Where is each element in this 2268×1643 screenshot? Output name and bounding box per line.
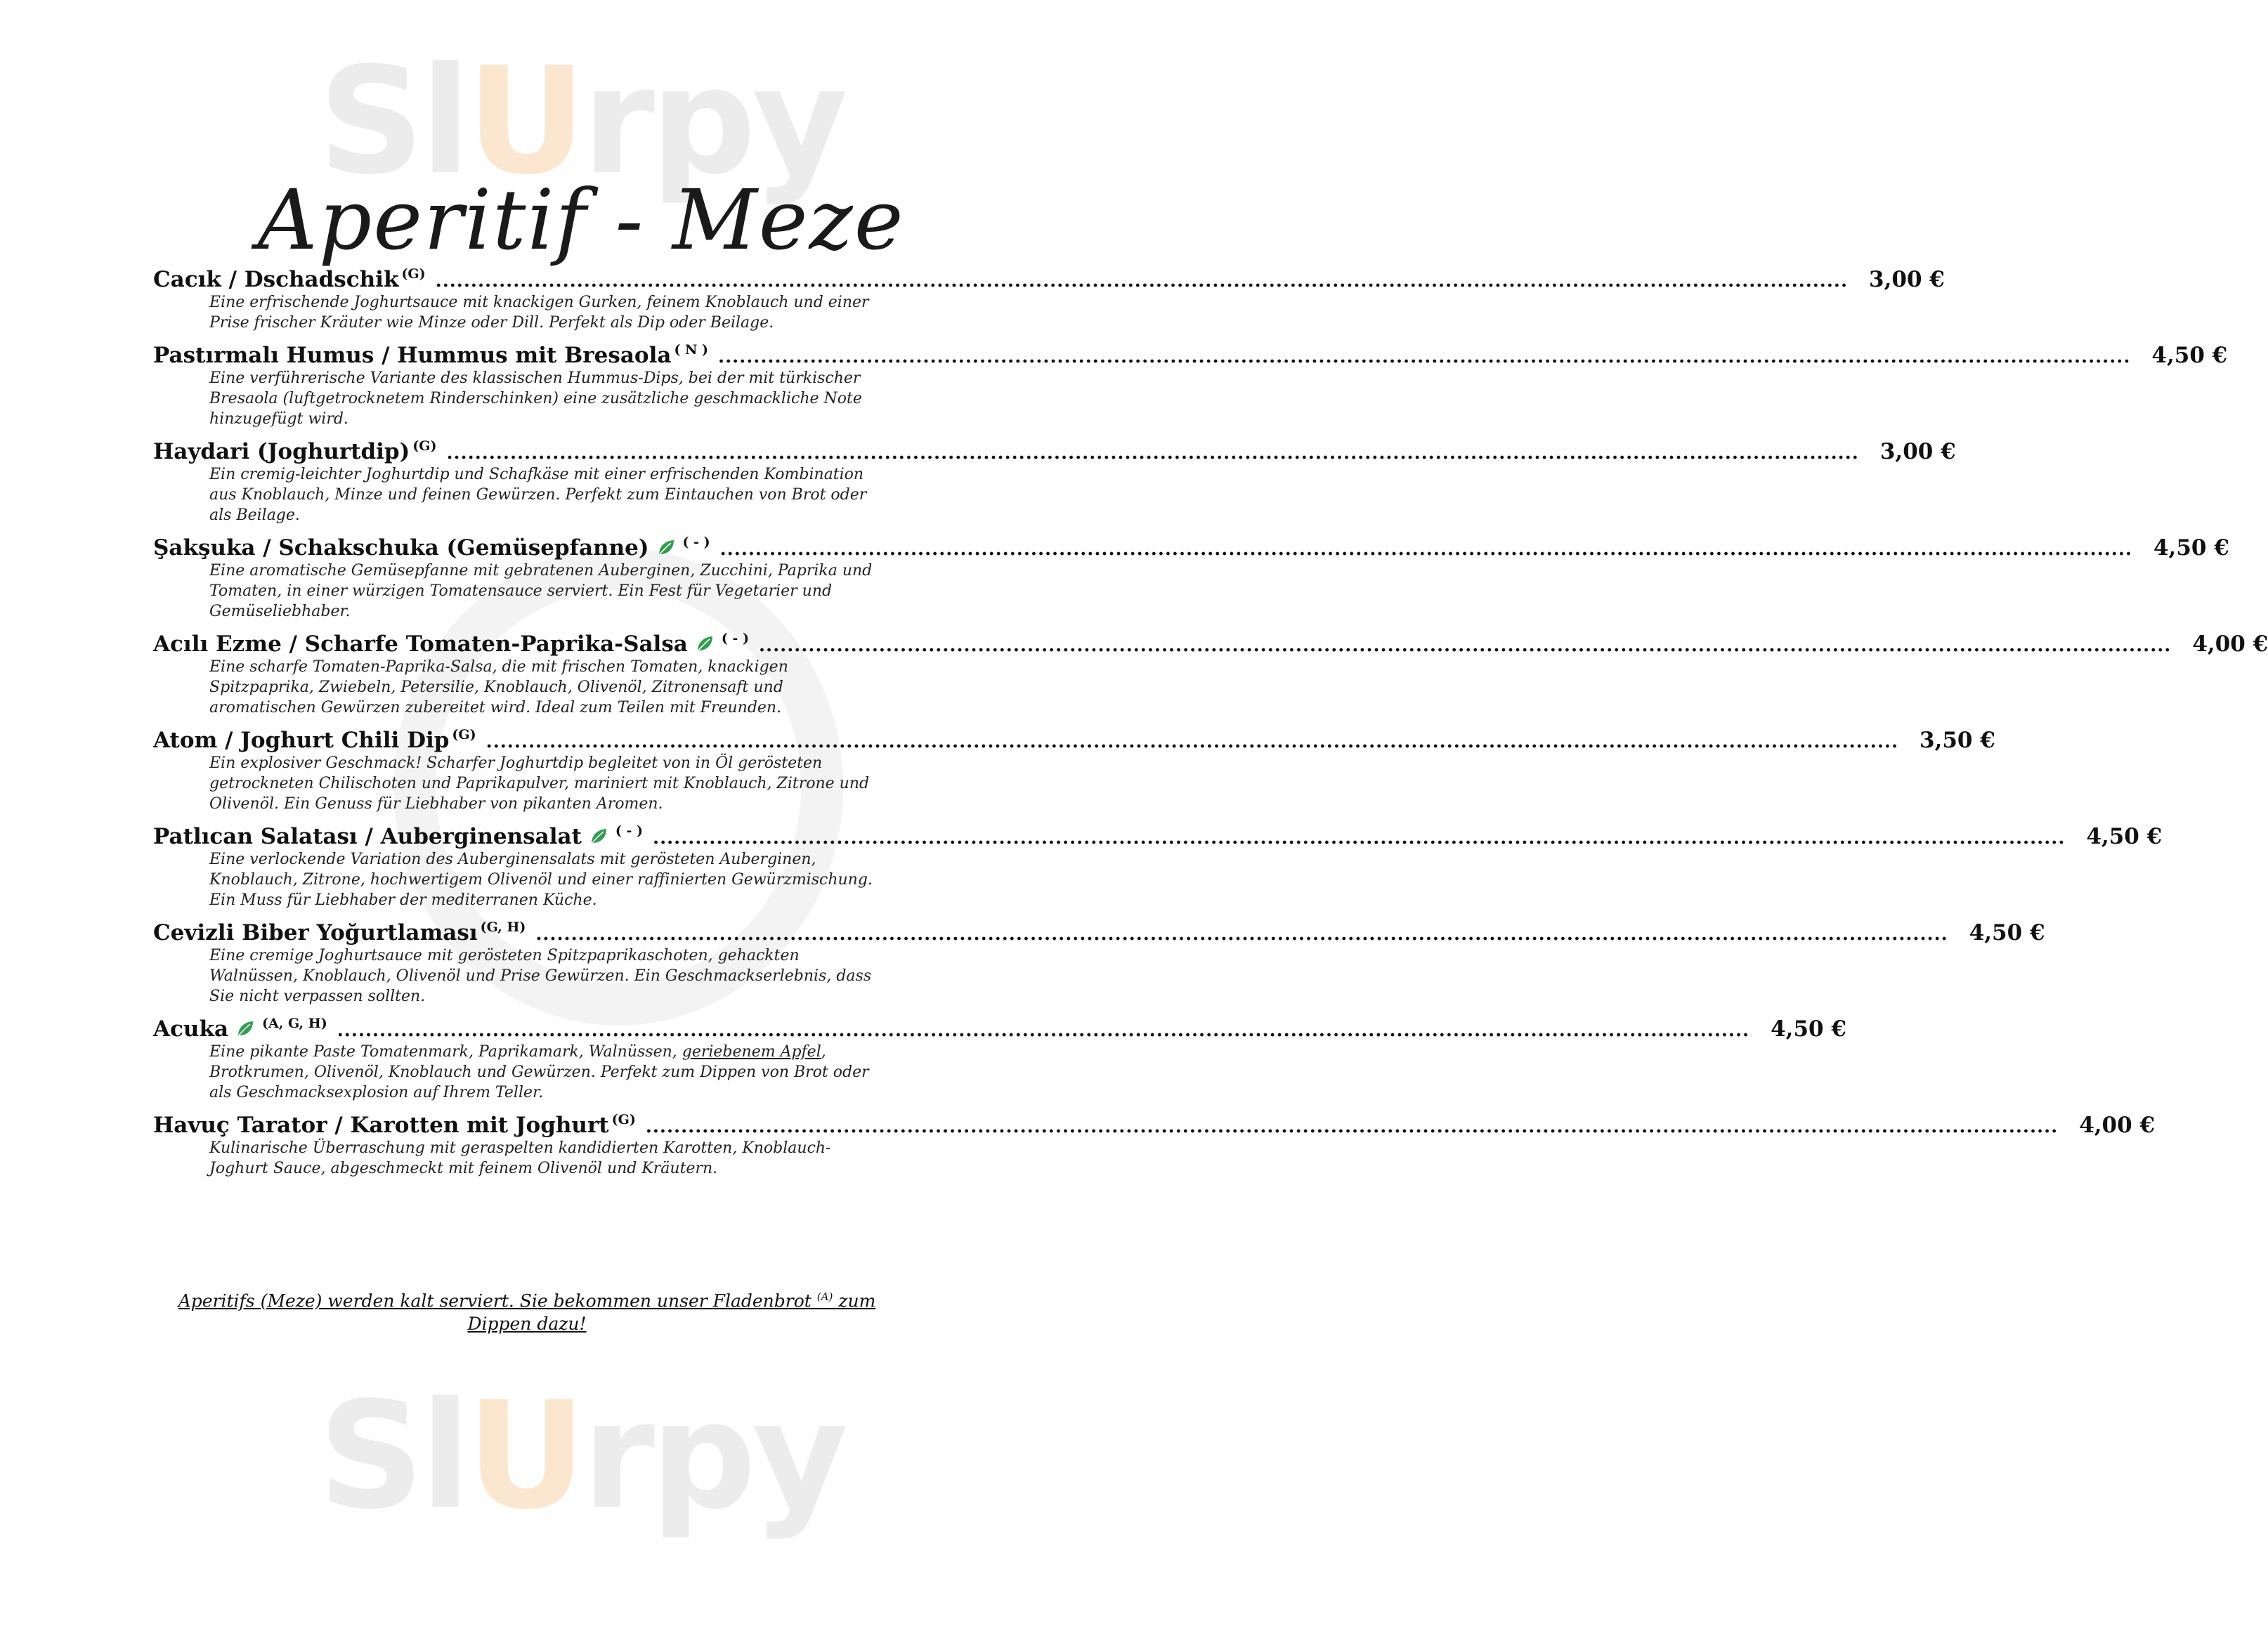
item-description-start: Eine pikante Paste Tomatenmark, Paprikamark, Walnüssen, [209,1043,682,1061]
item-price: 4,50 € [2153,535,2229,561]
item-price: 4,00 € [2192,631,2268,657]
item-description: Eine erfrischende Joghurtsauce mit knackigen Gurken, feinem Knoblauch und einer Prise frischer Kräuter wie Minze oder Dill. Perfekt als Dip oder Beilage. [209,294,869,332]
item-description: Eine verlockende Variation des Auberginensalats mit gerösteten Auberginen, Knoblauch, Zitrone, hochwertigem Olivenöl und einer raffinierten Gewürzmischung. Ein Muss für Liebhaber der mediterranen Küche. [209,851,873,909]
item-name: Cevizli Biber Yoğurtlaması [153,920,478,945]
vegan-leaf-icon [656,538,676,558]
dot-leader: ........................................................................................................................................................................................................ [485,731,1898,752]
menu-item [153,919,2045,1007]
footer-note [162,1285,892,1335]
item-name: Patlıcan Salatası / Auberginensalat [153,824,582,849]
item-description: Eine aromatische Gemüsepfanne mit gebratenen Auberginen, Zucchini, Paprika und Tomaten, in einer würzigen Tomatensauce serviert. Ein Fest für Vegetarier und Gemüseliebhaber. [209,562,873,620]
dot-leader: ........................................................................................................................................................................................................ [653,827,2066,849]
vegan-leaf-icon [695,634,715,654]
item-price: 3,00 € [1869,267,1945,292]
dot-leader: ........................................................................................................................................................................................................ [718,346,2131,367]
item-price: 4,50 € [2086,824,2163,849]
menu-list [153,266,2268,1189]
menu-item [153,823,2163,910]
allergen-code: ( - ) [615,823,644,839]
dot-leader: ........................................................................................................................................................................................................ [535,924,1948,945]
watermark-logo-top: SlUrpy [318,35,845,207]
menu-item-header [153,919,2045,945]
item-name: Şakşuka / Schakschuka (Gemüsepfanne) [153,535,649,561]
item-name: Acuka [153,1016,229,1042]
allergen-code: (G) [611,1112,636,1127]
item-price: 4,50 € [1969,920,2045,945]
item-name: Acılı Ezme / Scharfe Tomaten-Paprika-Salsa [153,631,688,657]
menu-item-header [153,823,2163,849]
menu-item-header [153,1016,1846,1042]
menu-item [153,1112,2156,1179]
menu-item [153,438,1956,525]
allergen-code: (G, H) [480,919,526,935]
dot-leader: ........................................................................................................................................................................................................ [337,1020,1750,1041]
menu-item [153,535,2229,622]
allergen-code: (G) [452,727,476,742]
item-description: Eine verführerische Variante des klassischen Hummus-Dips, bei der mit türkischer Bresaola (luftgetrocknetem Rinderschinken) eine zusätzliche geschmackliche Note hinzugefügt wird. [209,369,862,428]
item-name: Atom / Joghurt Chili Dip [153,728,450,753]
dot-leader: ........................................................................................................................................................................................................ [446,443,1859,464]
menu-item-header [153,342,2228,368]
menu-item [153,1016,1846,1103]
allergen-code: (G) [401,266,426,282]
allergen-code: ( - ) [721,631,749,646]
item-name: Havuç Tarator / Karotten mit Joghurt [153,1113,609,1138]
menu-item-header [153,266,1945,292]
item-description-underlined: geriebenem Apfel [682,1043,821,1061]
item-name: Pastırmalı Humus / Hummus mit Bresaola [153,343,672,368]
menu-item [153,727,1995,814]
item-price: 4,50 € [1771,1016,1846,1042]
dot-leader: ........................................................................................................................................................................................................ [645,1116,2059,1137]
menu-item [153,631,2268,718]
item-price: 3,50 € [1920,728,1995,753]
menu-item-header [153,727,1995,753]
menu-item-header [153,438,1956,464]
item-description-end: , Brotkrumen, Olivenöl, Knoblauch und Gewürzen. Perfekt zum Dippen von Brot oder als Geschmacksexplosion auf Ihrem Teller. [209,1043,869,1101]
item-description: Kulinarische Überraschung mit geraspelten kandidierten Karotten, Knoblauch-Joghurt Sauce, abgeschmeckt mit feinem Olivenöl und Kräutern. [209,1139,831,1177]
watermark-logo-bottom: SlUrpy [318,1370,845,1542]
item-name: Haydari (Joghurtdip) [153,439,410,464]
item-price: 4,00 € [2079,1113,2156,1138]
dot-leader: ........................................................................................................................................................................................................ [719,539,2132,560]
footer-text-end: zum Dippen dazu! [467,1290,876,1335]
item-description: Ein cremig-leichter Joghurtdip und Schafkäse mit einer erfrischenden Kombination aus Knoblauch, Minze und feinen Gewürzen. Perfekt zum Eintauchen von Brot oder als Beilage. [209,466,867,524]
menu-item [153,342,2228,429]
item-description: Eine cremige Joghurtsauce mit gerösteten Spitzpaprikaschoten, gehackten Walnüssen, Knoblauch, Olivenöl und Prise Gewürzen. Ein Geschmackserlebnis, dass Sie nicht verpassen sollten. [209,947,872,1005]
menu-item [153,266,1945,333]
footer-allergen: (A) [816,1290,833,1303]
footer-text-start: Aperitifs (Meze) werden kalt serviert. Sie bekommen unser Fladenbrot [178,1290,817,1311]
item-description [209,1042,887,1103]
vegan-leaf-icon [235,1019,255,1039]
allergen-code: ( N ) [674,342,709,358]
item-name: Cacık / Dschadschik [153,267,399,292]
item-description: Ein explosiver Geschmack! Scharfer Joghurtdip begleitet von in Öl gerösteten getrockneten Chilischoten und Paprikapulver, mariniert mit Knoblauch, Zitrone und Olivenöl. Ein Genuss für Liebhaber von pikanten Aromen. [209,754,870,813]
item-price: 4,50 € [2151,343,2228,368]
dot-leader: ........................................................................................................................................................................................................ [435,270,1849,292]
vegan-leaf-icon [589,827,608,846]
allergen-code: (A, G, H) [262,1016,327,1031]
item-description: Eine scharfe Tomaten-Paprika-Salsa, die mit frischen Tomaten, knackigen Spitzpaprika, Zwiebeln, Petersilie, Knoblauch, Olivenöl, Zitronensaft und aromatischen Gewürzen zubereitet wird. Ideal zum Teilen mit Freunden. [209,658,788,716]
allergen-code: ( - ) [682,535,710,550]
menu-item-header [153,535,2229,561]
menu-item-header [153,1112,2156,1138]
item-price: 3,00 € [1879,439,1956,464]
page-title: Aperitif - Meze [257,171,905,269]
menu-item-header [153,631,2268,657]
dot-leader: ........................................................................................................................................................................................................ [759,635,2172,656]
allergen-code: (G) [412,438,437,454]
